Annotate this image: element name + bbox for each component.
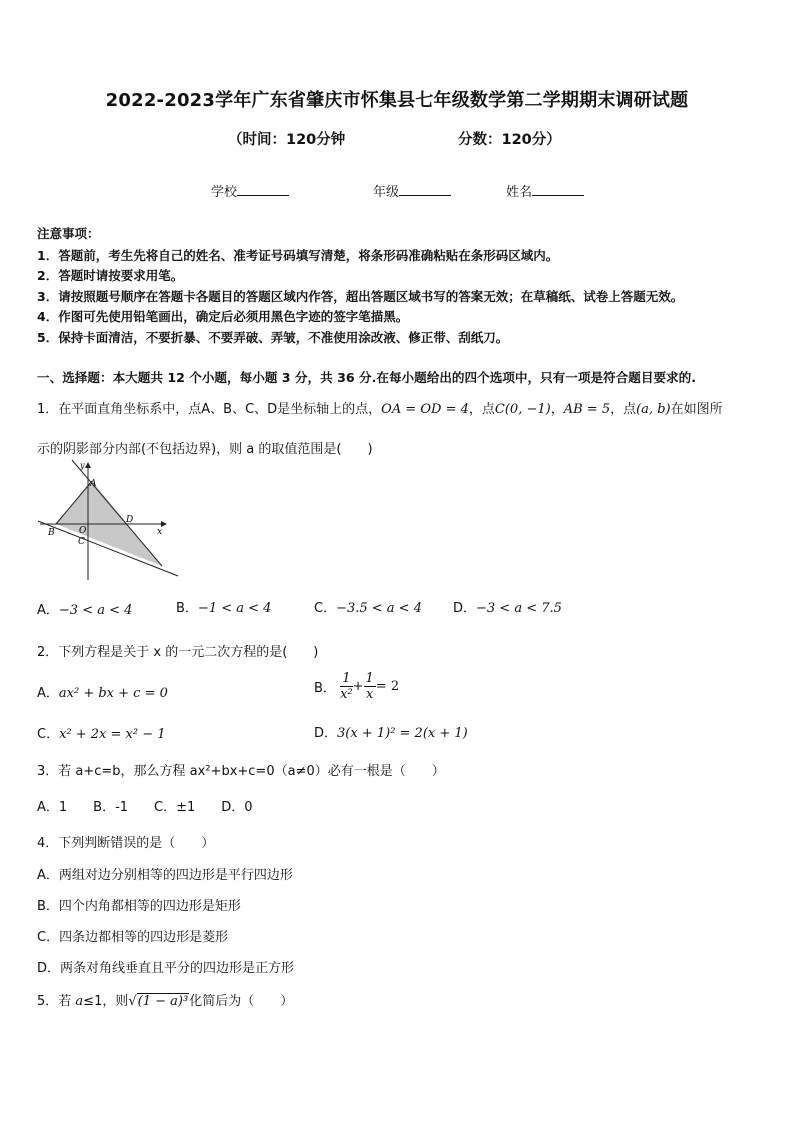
q5-math-1: a xyxy=(75,994,84,1009)
denominator: x² xyxy=(340,687,353,702)
q5-text-1: 5．若 xyxy=(37,994,76,1009)
option-letter: A． xyxy=(37,603,59,618)
q5-radicand: (1 − a)³ xyxy=(137,994,189,1009)
q2-option-a xyxy=(37,682,168,701)
name-blank xyxy=(532,183,584,196)
notice-item: 5．保持卡面清洁，不要折暴、不要弄破、弄皱，不准使用涂改液、修正带、刮纸刀。 xyxy=(37,330,509,345)
point-c-label: C xyxy=(78,537,85,547)
question-2-stem: 2．下列方程是关于 x 的一元二次方程的是( ) xyxy=(37,645,319,660)
grade-label: 年级 xyxy=(373,185,400,200)
x-axis-label: x xyxy=(157,527,163,537)
q5-text-3: 化简后为（ ） xyxy=(189,994,294,1009)
point-d-label: D xyxy=(126,515,134,525)
q2-option-c xyxy=(37,723,166,742)
option-math: −3 < a < 7.5 xyxy=(476,601,562,616)
q4-option-d: D．两条对角线垂直且平分的四边形是正方形 xyxy=(37,961,295,976)
option-letter: B． xyxy=(314,681,336,696)
q2-option-d xyxy=(314,722,468,741)
option-letter: B． xyxy=(176,601,198,616)
q1-option-c xyxy=(314,597,422,616)
q1-text-2: ，点 xyxy=(468,402,495,417)
school-blank xyxy=(237,183,289,196)
q1-option-b xyxy=(176,597,271,616)
numerator: 1 xyxy=(340,671,353,687)
q4-option-b: B．四个内角都相等的四边形是矩形 xyxy=(37,899,241,914)
q1-option-d xyxy=(453,597,562,616)
q1-text-3: ， xyxy=(550,402,564,417)
plus-sign: + xyxy=(352,679,364,694)
school-label: 学校 xyxy=(211,185,238,200)
question-4-stem: 4．下列判断错误的是（ ） xyxy=(37,836,215,851)
question-5-stem xyxy=(37,990,293,1009)
q1-math-2: C(0, −1) xyxy=(494,402,551,417)
exam-score: 分数：120分） xyxy=(458,132,561,148)
point-a-label: A xyxy=(90,479,97,489)
q1-math-1: OA = OD = 4 xyxy=(381,402,469,417)
grade-blank xyxy=(399,183,451,196)
fraction xyxy=(364,671,376,702)
q4-option-a: A．两组对边分别相等的四边形是平行四边形 xyxy=(37,868,293,883)
fraction xyxy=(340,671,353,702)
option-letter: D． xyxy=(314,726,338,741)
question-3-options: A．1 B．-1 C．±1 D．0 xyxy=(37,800,253,815)
q5-text-2: ≤1，则 xyxy=(83,994,129,1009)
option-math: ax² + bx + c = 0 xyxy=(58,686,168,701)
q1-text-5: 在如图所 xyxy=(670,402,723,417)
school-field xyxy=(211,181,289,200)
q1-text-1: 1．在平面直角坐标系中，点A、B、C、D是坐标轴上的点， xyxy=(37,402,382,417)
sqrt-sign: √ xyxy=(128,994,137,1009)
option-letter: D． xyxy=(453,601,477,616)
q1-math-4: (a, b) xyxy=(636,402,671,417)
y-axis-label: y xyxy=(80,461,85,470)
option-math: −3.5 < a < 4 xyxy=(336,601,422,616)
q4-option-c: C．四条边都相等的四边形是菱形 xyxy=(37,930,229,945)
numerator: 1 xyxy=(365,671,374,686)
option-letter: C． xyxy=(37,727,60,742)
option-letter: A． xyxy=(37,686,59,701)
q1-math-3: AB = 5 xyxy=(563,402,611,417)
origin-label: O xyxy=(79,526,87,536)
option-math: −3 < a < 4 xyxy=(58,603,133,618)
question-1-line-1 xyxy=(37,398,723,417)
section-heading: 一、选择题：本大题共 12 个小题，每小题 3 分，共 36 分.在每小题给出的四个选项中，只有一项是符合题目要求的. xyxy=(37,370,697,385)
coordinate-figure xyxy=(36,458,186,584)
notice-item: 1．答题前，考生先将自己的姓名、准考证号码填写清楚，将条形码准确粘贴在条形码区域内。 xyxy=(37,248,559,263)
q1-text-4: ，点 xyxy=(610,402,637,417)
notice-item: 4．作图可先使用铅笔画出，确定后必须用黑色字迹的签字笔描黑。 xyxy=(37,309,409,324)
denominator: x xyxy=(365,687,374,702)
name-field xyxy=(506,181,584,200)
equation-rest: = 2 xyxy=(375,679,400,694)
grade-field xyxy=(373,181,451,200)
question-3-stem: 3．若 a+c=b，那么方程 ax²+bx+c=0（a≠0）必有一根是（ ） xyxy=(37,764,445,779)
option-math: 3(x + 1)² = 2(x + 1) xyxy=(337,726,468,741)
point-b-label: B xyxy=(48,528,55,538)
option-math: x² + 2x = x² − 1 xyxy=(59,727,166,742)
q2-option-b xyxy=(314,671,399,702)
option-math: −1 < a < 4 xyxy=(197,601,272,616)
question-1-line-2: 示的阴影部分内部(不包括边界)，则 a 的取值范围是( ) xyxy=(37,442,373,457)
name-label: 姓名 xyxy=(506,185,533,200)
notice-item: 2．答题时请按要求用笔。 xyxy=(37,268,184,283)
notice-heading: 注意事项： xyxy=(37,226,100,241)
page-title: 2022-2023学年广东省肇庆市怀集县七年级数学第二学期期末调研试题 xyxy=(105,90,689,111)
option-letter: C． xyxy=(314,601,337,616)
notice-item: 3．请按照题号顺序在答题卡各题目的答题区域内作答，超出答题区域书写的答案无效；在草稿纸、试卷上答题无效。 xyxy=(37,289,684,304)
exam-time: （时间：120分钟 xyxy=(228,132,346,148)
q1-option-a xyxy=(37,599,132,618)
